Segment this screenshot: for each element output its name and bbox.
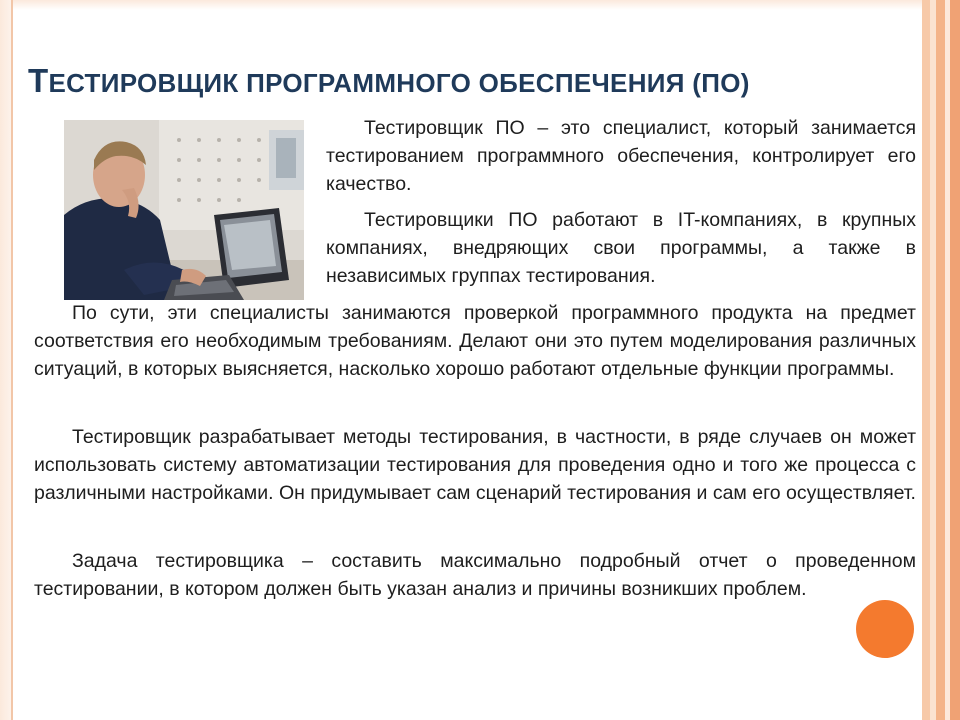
person-at-laptop-photo bbox=[64, 120, 304, 300]
frame-top-border bbox=[0, 0, 960, 10]
decorative-stripes bbox=[922, 0, 960, 720]
paragraph-workplaces: Тестировщики ПО работают в IT-компаниях, в крупных компаниях, внедряющих свои программы, а также в независимых группах тестирования. bbox=[326, 209, 916, 287]
frame-left-line bbox=[11, 0, 13, 720]
paragraph-essence: По сути, эти специалисты занимаются проверкой программного продукта на предмет соответствия его необходимым требованиям. Делают они это путем моделирования различных ситуаций, в которых выясняется, насколько хорошо работают отдельные функции программы. bbox=[34, 302, 916, 380]
photo-illustration bbox=[64, 120, 304, 300]
paragraph-task: Задача тестировщика – составить максимально подробный отчет о проведенном тестировании, в котором должен быть указан анализ и причины возникших проблем. bbox=[34, 550, 916, 600]
paragraph-definition: Тестировщик ПО – это специалист, который занимается тестированием программного обеспечения, контролирует его качество. bbox=[326, 117, 916, 195]
orange-circle-decoration bbox=[856, 600, 914, 658]
paragraph-methods: Тестировщик разрабатывает методы тестирования, в частности, в ряде случаев он может использовать систему автоматизации тестирования для проведения одно и того же процесса с различными настройками. Он придумывает сам сценарий тестирования и сам его осуществляет. bbox=[34, 426, 916, 504]
slide-title: ТЕСТИРОВЩИК ПРОГРАММНОГО ОБЕСПЕЧЕНИЯ (ПО) bbox=[28, 62, 750, 99]
